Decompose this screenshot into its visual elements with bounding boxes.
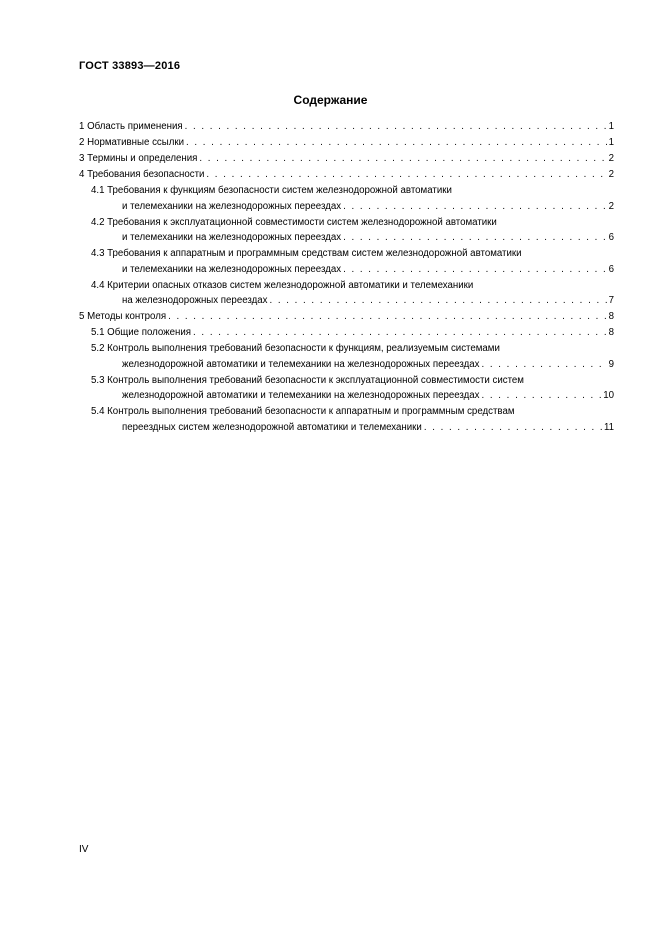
table-of-contents [79, 119, 614, 435]
toc-entry-text-continued: и телемеханики на железнодорожных переездах [122, 263, 342, 275]
document-code: ГОСТ 33893—2016 [79, 60, 181, 72]
dot-leader [341, 262, 607, 278]
toc-entry-text: 4.4 Критерии опасных отказов систем железнодорожной автоматики и телемеханики [91, 279, 474, 291]
toc-page-number: 11 [603, 421, 614, 433]
toc-entry-text: 5.2 Контроль выполнения требований безопасности к функциям, реализуемым системами [91, 343, 500, 354]
toc-entry-text-continued: переездных систем железнодорожной автоматики и телемеханики [122, 421, 422, 433]
dot-leader [204, 167, 606, 183]
toc-entry-text: 4 Требования безопасности [79, 169, 205, 180]
dot-leader [166, 309, 606, 325]
toc-page-number: 2 [608, 169, 614, 180]
toc-entry[interactable] [79, 135, 614, 151]
toc-entry[interactable] [79, 167, 614, 183]
page-number-roman: IV [79, 844, 89, 855]
toc-page-number: 2 [608, 153, 614, 164]
toc-entry[interactable] [79, 119, 614, 135]
toc-page-number: 8 [608, 327, 614, 338]
toc-page-number: 6 [608, 232, 614, 243]
dot-leader [480, 357, 607, 373]
dot-leader [341, 199, 607, 215]
toc-page-number: 9 [608, 358, 614, 370]
toc-subentry[interactable] [91, 373, 614, 404]
toc-entry-text-continued: железнодорожной автоматики и телемеханики на железнодорожных переездах [122, 390, 480, 401]
toc-page-number: 10 [603, 390, 614, 401]
toc-entry[interactable] [79, 151, 614, 167]
dot-leader [191, 325, 607, 341]
toc-page-number: 7 [608, 295, 614, 306]
dot-leader [183, 119, 607, 135]
dot-leader [268, 293, 607, 309]
toc-entry-text: 4.3 Требования к аппаратным и программным средствам систем железнодорожной автоматики [91, 248, 522, 259]
toc-page-number: 1 [608, 137, 614, 148]
toc-entry-text-continued: железнодорожной автоматики и телемеханики на железнодорожных переездах [122, 358, 480, 370]
toc-entry-text: 5.4 Контроль выполнения требований безопасности к аппаратным и программным средствам [91, 406, 515, 417]
toc-page-number: 6 [608, 263, 614, 275]
toc-page-number: 8 [608, 311, 614, 322]
toc-entry-text-continued: на железнодорожных переездах [122, 295, 268, 306]
toc-entry-text-continued: и телемеханики на железнодорожных переездах [122, 232, 342, 243]
toc-entry-text: 5.1 Общие положения [91, 327, 192, 338]
toc-subentry[interactable] [91, 246, 614, 277]
toc-subentry[interactable] [91, 404, 614, 435]
toc-subentry[interactable] [91, 183, 614, 214]
toc-entry-text: 5 Методы контроля [79, 311, 167, 322]
toc-entry-text-continued: и телемеханики на железнодорожных переездах [122, 200, 342, 212]
dot-leader [422, 420, 602, 436]
toc-entry[interactable] [79, 309, 614, 325]
dot-leader [341, 230, 607, 246]
toc-page-number: 1 [608, 121, 614, 132]
toc-entry-text: 4.2 Требования к эксплуатационной совместимости систем железнодорожной автоматики [91, 216, 497, 228]
dot-leader [480, 388, 602, 404]
page-title: Содержание [293, 93, 368, 107]
toc-subentry[interactable] [91, 325, 614, 341]
toc-page-number: 2 [608, 200, 614, 212]
toc-entry-text: 4.1 Требования к функциям безопасности систем железнодорожной автоматики [91, 185, 452, 196]
toc-entry-text: 1 Область применения [79, 121, 183, 132]
toc-entry-text: 3 Термины и определения [79, 153, 198, 164]
dot-leader [184, 135, 607, 151]
toc-subentry[interactable] [91, 215, 614, 246]
toc-subentry[interactable] [91, 278, 614, 309]
dot-leader [197, 151, 606, 167]
toc-subentry[interactable] [91, 341, 614, 372]
toc-entry-text: 2 Нормативные ссылки [79, 137, 185, 148]
toc-entry-text: 5.3 Контроль выполнения требований безопасности к эксплуатационной совместимости систем [91, 374, 524, 386]
